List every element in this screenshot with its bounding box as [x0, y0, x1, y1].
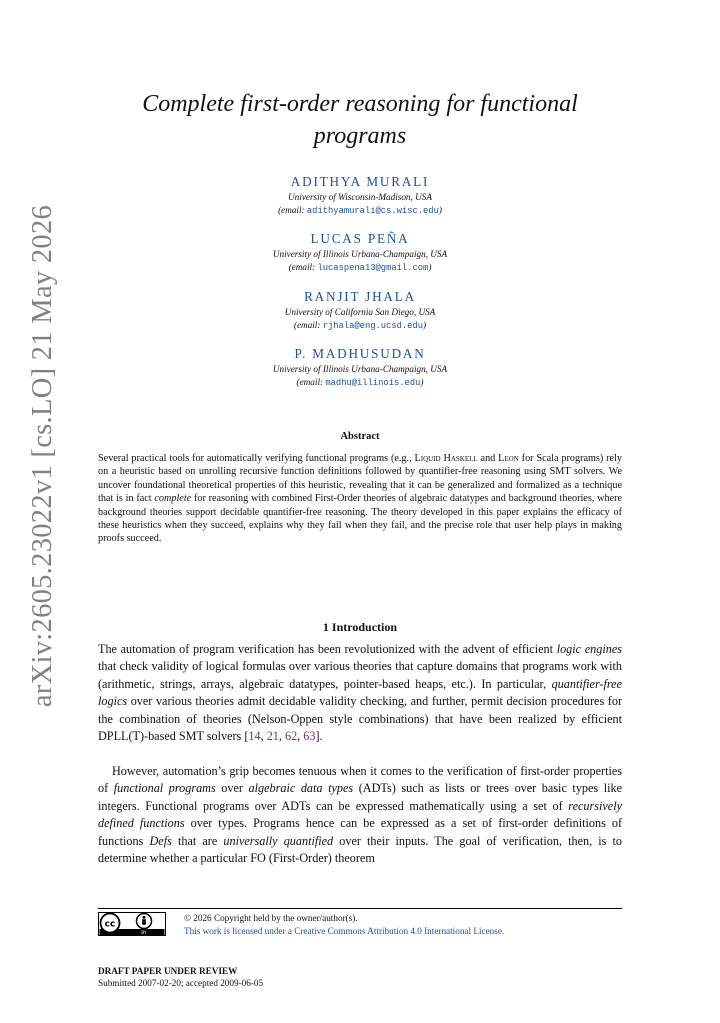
intro-paragraph-2: However, automation’s grip becomes tenuous when it comes to the verification of first-order properties of functional programs over algebraic data types (ADTs) such as lists or trees over basic types like integers. Functional programs over ADTs can be expressed mathematically using a set of recursively defined functions over types. Programs hence can be expressed as a set of first-order definitions of functions Defs that are universally quantified over their inputs. The goal of verification, then, is to determine whether a particular FO (First-Order) theorem [98, 764, 623, 866]
citation-link[interactable]: 62 [284, 729, 298, 744]
svg-text:BY: BY [141, 931, 147, 936]
author-1 [98, 173, 622, 217]
author-email-link[interactable]: lucaspena13@gmail.com [317, 262, 429, 273]
leon-name: Leon [498, 453, 519, 464]
citation-link[interactable]: 63 [303, 729, 316, 744]
author-name: LUCAS PEÑA [310, 231, 410, 246]
author-name: ADITHYA MURALI [290, 174, 430, 189]
author-3 [98, 288, 622, 332]
author-email-line: (email: adithyamurali@cs.wisc.edu) [278, 204, 442, 216]
abstract-text: Several practical tools for automatically verifying functional programs (e.g., Liquid Haskell and Leon for Scala programs) rely on a heuristic based on unrolling recursive function definitions followed by quantifier-free reasoning using SMT solvers. We uncover foundational theoretical properties of this heuristic, revealing that it can be generalized and formalized as a technique that is in fact complete for reasoning with combined First-Order theories of algebraic datatypes and background theories, where background theories support decidable quantifier-free reasoning. The theory developed in this paper explains the efficacy of these heuristics when they succeed, explains why they fail when they fail, and the precise role that user help plays in making proofs succeed. [98, 453, 623, 545]
author-2 [98, 230, 622, 274]
arxiv-identifier: arXiv:2605.23022v1 [cs.LO] 21 May 2026 [27, 204, 58, 708]
copyright-notice [184, 912, 504, 938]
intro-paragraph-1: The automation of program verification has been revolutionized with the advent of efficient logic engines that check validity of logical formulas over various theories that capture domains that programs work with (arithmetic, strings, arrays, algebraic datatypes, pointer-based heaps, etc.). In particular, quantifier-free logics over various theories admit decidable validity checking, and further, permit decision procedures for the combination of theories (Nelson-Oppen style combinations) that have been realized by efficient DPLL(T)-based SMT solvers [14, 21, 62, 63]. [98, 642, 622, 744]
author-email-link[interactable]: adithyamurali@cs.wisc.edu [306, 205, 439, 216]
liquid-haskell-name: Liquid Haskell [414, 453, 478, 464]
author-email-link[interactable]: madhu@illinois.edu [325, 377, 421, 388]
creative-commons-by-icon [98, 912, 166, 936]
abstract-heading: Abstract [340, 431, 380, 442]
author-name: P. MADHUSUDAN [294, 346, 426, 361]
author-affiliation: University of Wisconsin-Madison, USA [288, 192, 432, 202]
author-email-line: (email: madhu@illinois.edu) [296, 376, 424, 388]
author-email-line: (email: lucaspena13@gmail.com) [288, 261, 432, 273]
author-affiliation: University of Illinois Urbana-Champaign, USA [272, 249, 448, 259]
submission-dates: Submitted 2007-02-20; accepted 2009-06-05 [98, 978, 264, 988]
draft-label: DRAFT PAPER UNDER REVIEW [98, 966, 238, 976]
copyright-line: © 2026 Copyright held by the owner/author(s). [184, 913, 358, 923]
section-heading-introduction: 1 Introduction [322, 620, 398, 634]
author-email-link[interactable]: rjhala@eng.ucsd.edu [322, 320, 424, 331]
author-affiliation: University of Illinois Urbana-Champaign, USA [272, 364, 448, 374]
paper-title: Complete first-order reasoning for functional programs [142, 91, 578, 149]
citation-link[interactable]: 14 [248, 729, 261, 744]
author-email-line: (email: rjhala@eng.ucsd.edu) [293, 319, 427, 331]
footer-divider [98, 908, 622, 909]
author-name: RANJIT JHALA [304, 289, 416, 304]
author-affiliation: University of California San Diego, USA [284, 307, 436, 317]
draft-status [98, 965, 263, 989]
svg-text:cc: cc [104, 919, 116, 930]
license-link[interactable]: This work is licensed under a Creative Commons Attribution 4.0 International License. [184, 926, 505, 936]
author-4 [98, 345, 622, 389]
arxiv-sidebar [22, 204, 64, 708]
citation-link[interactable]: 21 [266, 729, 279, 744]
